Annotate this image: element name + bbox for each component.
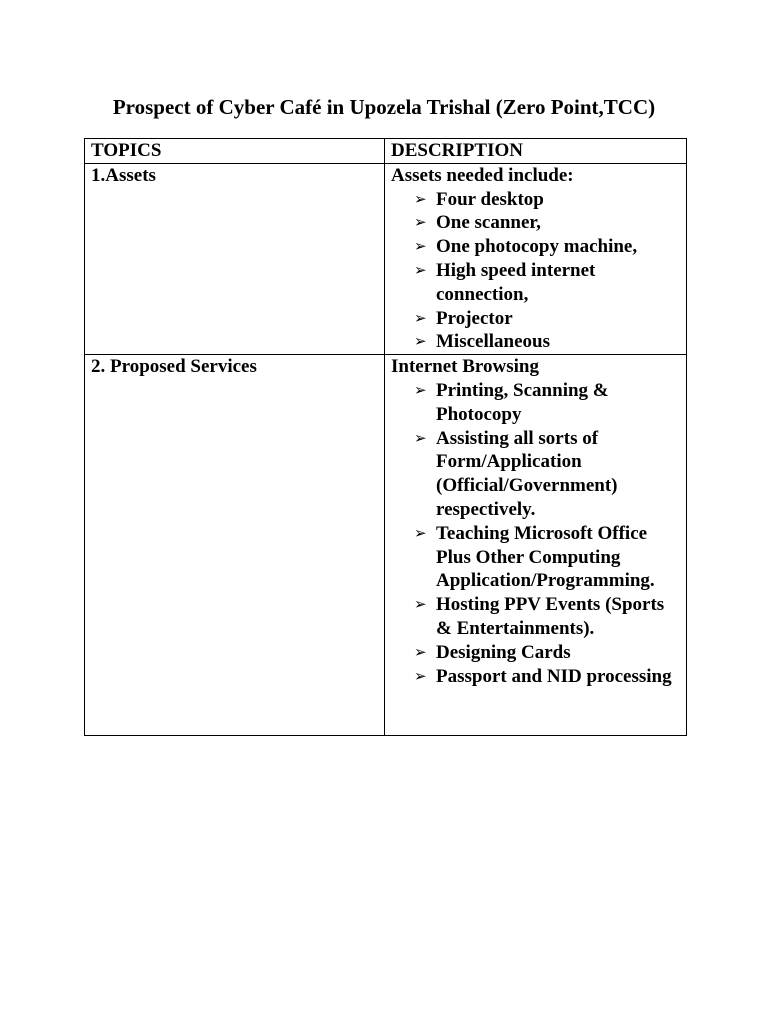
arrow-bullet-icon: ➢	[414, 213, 427, 232]
topic-cell	[85, 355, 385, 736]
arrow-bullet-icon: ➢	[414, 666, 427, 685]
topic-label-services: 2. Proposed Services	[91, 356, 257, 378]
arrow-bullet-icon: ➢	[414, 642, 427, 661]
arrow-bullet-icon: ➢	[414, 380, 427, 399]
arrow-bullet-icon: ➢	[414, 595, 427, 614]
list-item	[413, 330, 680, 354]
topic-label-assets: 1.Assets	[91, 164, 156, 186]
list-item	[413, 259, 680, 307]
list-item-text: Hosting PPV Events (Sports & Entertainments).	[436, 594, 665, 639]
list-item-text: Designing Cards	[436, 641, 571, 663]
description-cell	[385, 163, 687, 354]
header-description: DESCRIPTION	[385, 139, 687, 164]
list-item-text: Teaching Microsoft Office Plus Other Computing Application/Programming.	[436, 522, 655, 592]
topics-table	[84, 138, 687, 736]
list-item-text: One photocopy machine,	[436, 236, 638, 258]
description-intro: Assets needed include:	[391, 164, 574, 186]
list-item-text: Four desktop	[436, 188, 544, 210]
bullet-list	[391, 379, 680, 688]
list-item	[413, 188, 680, 212]
header-topics: TOPICS	[85, 139, 385, 164]
list-item	[413, 665, 680, 689]
arrow-bullet-icon: ➢	[414, 332, 427, 351]
list-item-text: Passport and NID processing	[436, 665, 672, 687]
topic-cell	[85, 163, 385, 354]
list-item	[413, 593, 680, 641]
document-title: Prospect of Cyber Café in Upozela Trishal (Zero Point,TCC)	[112, 95, 656, 119]
arrow-bullet-icon: ➢	[414, 237, 427, 256]
list-item	[413, 211, 680, 235]
list-item-text: Assisting all sorts of Form/Application (Official/Government) respectively.	[436, 427, 618, 520]
list-item	[413, 427, 680, 522]
arrow-bullet-icon: ➢	[414, 189, 427, 208]
list-item	[413, 641, 680, 665]
table-header-row	[85, 139, 687, 164]
list-item	[413, 379, 680, 427]
list-item-text: High speed internet connection,	[436, 259, 596, 305]
list-item	[413, 307, 680, 331]
arrow-bullet-icon: ➢	[414, 428, 427, 447]
arrow-bullet-icon: ➢	[414, 308, 427, 327]
list-item-text: Miscellaneous	[436, 331, 550, 353]
arrow-bullet-icon: ➢	[414, 523, 427, 542]
bullet-list	[391, 188, 680, 355]
list-item-text: Projector	[436, 307, 513, 329]
table-row	[85, 163, 687, 354]
list-item	[413, 235, 680, 259]
list-item	[413, 522, 680, 593]
list-item-text: Printing, Scanning & Photocopy	[436, 379, 609, 425]
description-intro: Internet Browsing	[391, 356, 539, 378]
table-row	[85, 355, 687, 736]
arrow-bullet-icon: ➢	[414, 260, 427, 279]
description-cell	[385, 355, 687, 736]
list-item-text: One scanner,	[436, 212, 541, 234]
